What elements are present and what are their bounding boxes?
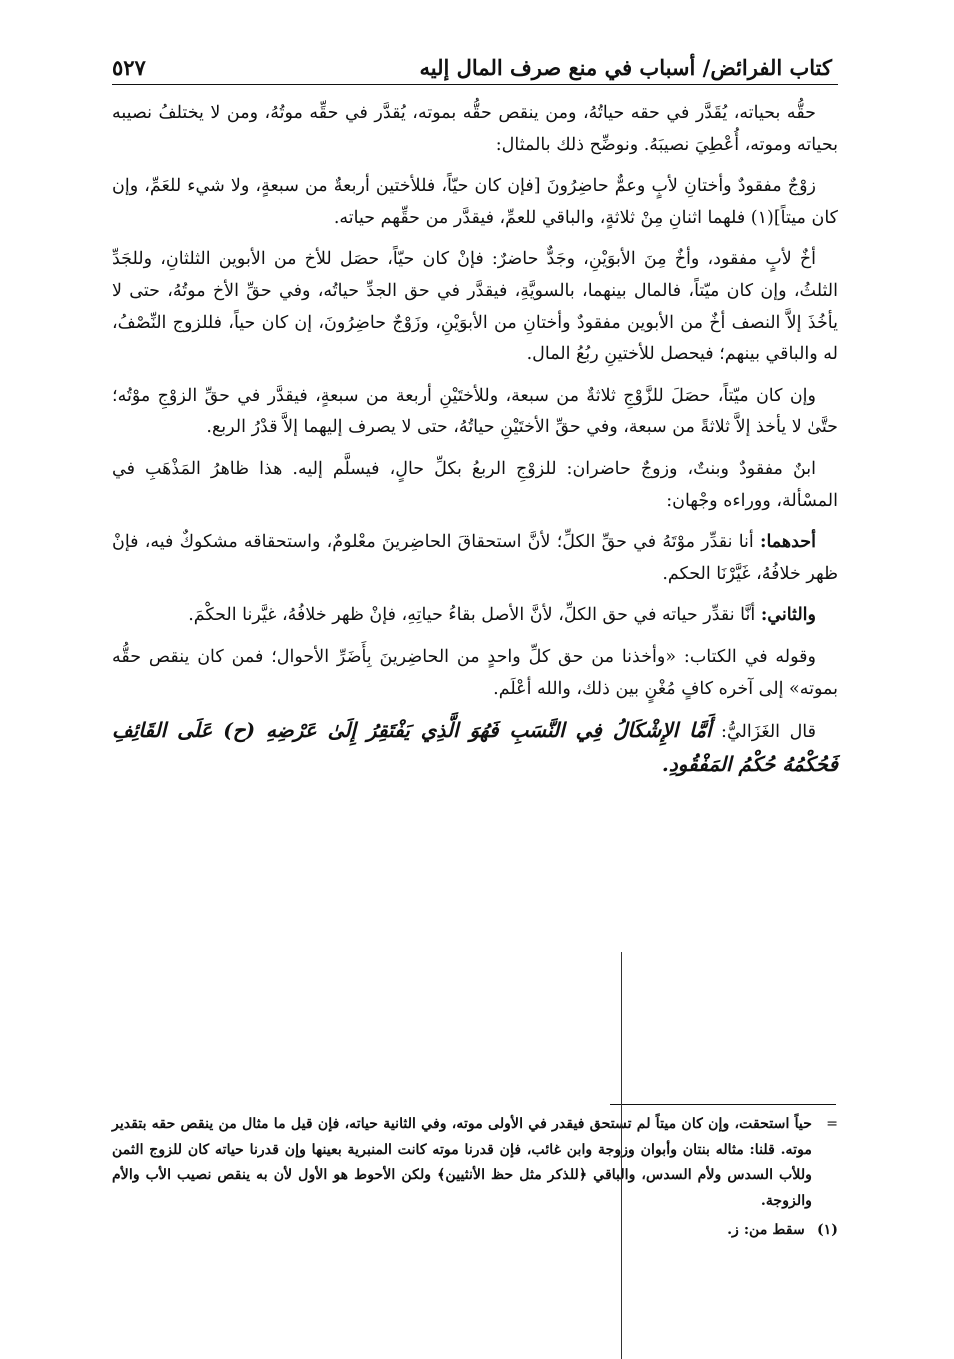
paragraph: زوْجٌ مفقودٌ وأختانِ لأبٍ وعمٌّ حاضِرُونَ [فإن كان حيّاً، فللأختين أربعةٌ من سبعةٍ، ولا شيء للعَمِّ، وإن كان ميتاً](١) فلهما اثنانِ مِنْ ثلاثةٍ، والباقي للعمِّ، فيقدَّر من حقِّهم حياته. bbox=[112, 176, 838, 228]
footnote-item-text: سقط من: ز. bbox=[727, 1222, 805, 1238]
scan-artifact-line bbox=[621, 952, 622, 1359]
header-divider bbox=[112, 84, 838, 85]
opinion-one-text: أنا نقدِّر موْتَهُ في حقِّ الكلِّ؛ لأنَّ استحقاقَ الحاضِرينَ معْلومٌ، واستحقاقه مشكوكٌ فيه، فإنْ ظهر خلافُهُ، غَيَّرْنَا الحكم. bbox=[112, 532, 838, 584]
page-header bbox=[112, 40, 832, 80]
continuation-mark: = bbox=[826, 1116, 838, 1132]
footnote-text: حياً استحقت، وإن كان ميتاً لم تستحق فيقدر في الأولى موته، وفي الثانية حياته، فإن قيل ما مثال من ينقص حقه بتقدير موته. قلنا: مثاله بنتان وأبوان وزوجة وابن غائب، فإن قدرنا موته كانت المنبرية بعينها وإن قدرنا حياته كان للزوج الثمن وللأب السدس ولأم السدس، والباقي ﴿للذكر مثل حظ الأنثيين﴾ ولكن الأحوط هو الأول لأن به ينقص نصيب الأب والأم والزوجة. bbox=[112, 1116, 812, 1209]
opinion-two-label: والثاني: bbox=[760, 605, 816, 626]
opinion-two bbox=[112, 600, 838, 632]
book-quote: وقوله في الكتاب: «وأخذنا من حق كلِّ واحدٍ من الحاضِرينَ بِأَضَرِّ الأحوال؛ فمن كان ينقص حقُّه بموته» إلى آخره كافٍ مُغْنٍ بين ذلك، والله أعْلَم. bbox=[112, 646, 838, 699]
main-text bbox=[112, 98, 838, 792]
running-title: كتاب الفرائض/ أسباب في منع صرف المال إليه bbox=[419, 55, 832, 80]
footnote-divider bbox=[610, 1104, 836, 1105]
paragraph: وإن كان ميّتاً، حصَلَ للزَّوْجِ ثلاثةٌ من سبعة، وللأختَيْنِ أربعة من سبعةٍ، فيقدَّر في حقِّ الزوْجِ موْتُه؛ حتَّىٰ لا يأخذ إلاَّ ثلاثةً من سبعة، وفي حقِّ الأختَيْنِ حياتُهُ، حتى لا يصرف إليهما إلاَّ قدْرُ الربع. bbox=[112, 385, 838, 438]
footnote-number: (١) bbox=[816, 1222, 838, 1238]
ghazali-prefix: قال الغَزَاليُّ: bbox=[711, 722, 816, 743]
paragraph: ابنٌ مفقودٌ وبنتٌ، وزوجٌ حاضران: للزوْجِ الربعُ بكلِّ حالٍ، فيسلَّم إليه. هذا ظاهرُ المَذْهَبِ في المسْألة، ووراءه وجْهان: bbox=[112, 458, 838, 511]
paragraph: أخٌ لأبٍ مفقود، وأخٌ مِنَ الأبوَيْنِ، وجَدٌّ حاضرٌ: فإنْ كان حيّاً، حصَل للأخ من الأبوين الثلثانِ، وللجَدِّ الثلثُ، وإن كان ميّتاً، فالمال بينهما، بالسويَّةِ، فيقدَّر في حق الجدِّ حياتُه، وفي حقِّ الأخ موتُهُ، حتى لا يأخُذَ إلاَّ النصف أخٌ من الأبوين مفقودٌ وأختانِ من الأبوَيْنِ، وزَوْجٌ حاضِرُونَ، إن كان حياً، فللزوج النِّصْفُ، له والباقي بينهم؛ فيحصل للأختينِ ربُعُ المال. bbox=[112, 249, 838, 365]
opinion-one bbox=[112, 527, 838, 590]
opinion-one-label: أحدهما: bbox=[759, 532, 816, 553]
paragraph: حقُّه بحياته، يُقَدَّر في حقه حياتُهُ، ومن ينقص حقُّه بموته، يُقدَّر في حقِّه موتُهُ، ومن لا يختلفُ نصيبه بحياته وموته، أُعْطِيَ نصيبَهُ. ونوضِّح ذلك بالمثال: bbox=[112, 103, 838, 155]
page-number: ٥٢٧ bbox=[112, 55, 146, 80]
footnote-item bbox=[112, 1218, 838, 1244]
footnotes bbox=[112, 1112, 838, 1244]
ghazali-quote bbox=[112, 715, 838, 782]
footnote-continuation bbox=[112, 1112, 838, 1214]
opinion-two-text: أنَّا نقدِّر حياته في حق الكلِّ، لأنَّ الأصل بقاءُ حياتِهِ، فإنْ ظهر خلافُهُ، غيَّرنا الحكْمَ. bbox=[188, 605, 761, 626]
ghazali-text: أَمَّا الإِشْكَالُ فِي النَّسَبِ فَهُوَ الَّذِي يَفْتَقِرُ إِلَىٰ عَرْضِهِ (ح) عَلَى القَائِفِ فَحُكْمُهُ حُكْمُ المَفْقُودِ. bbox=[112, 718, 838, 776]
